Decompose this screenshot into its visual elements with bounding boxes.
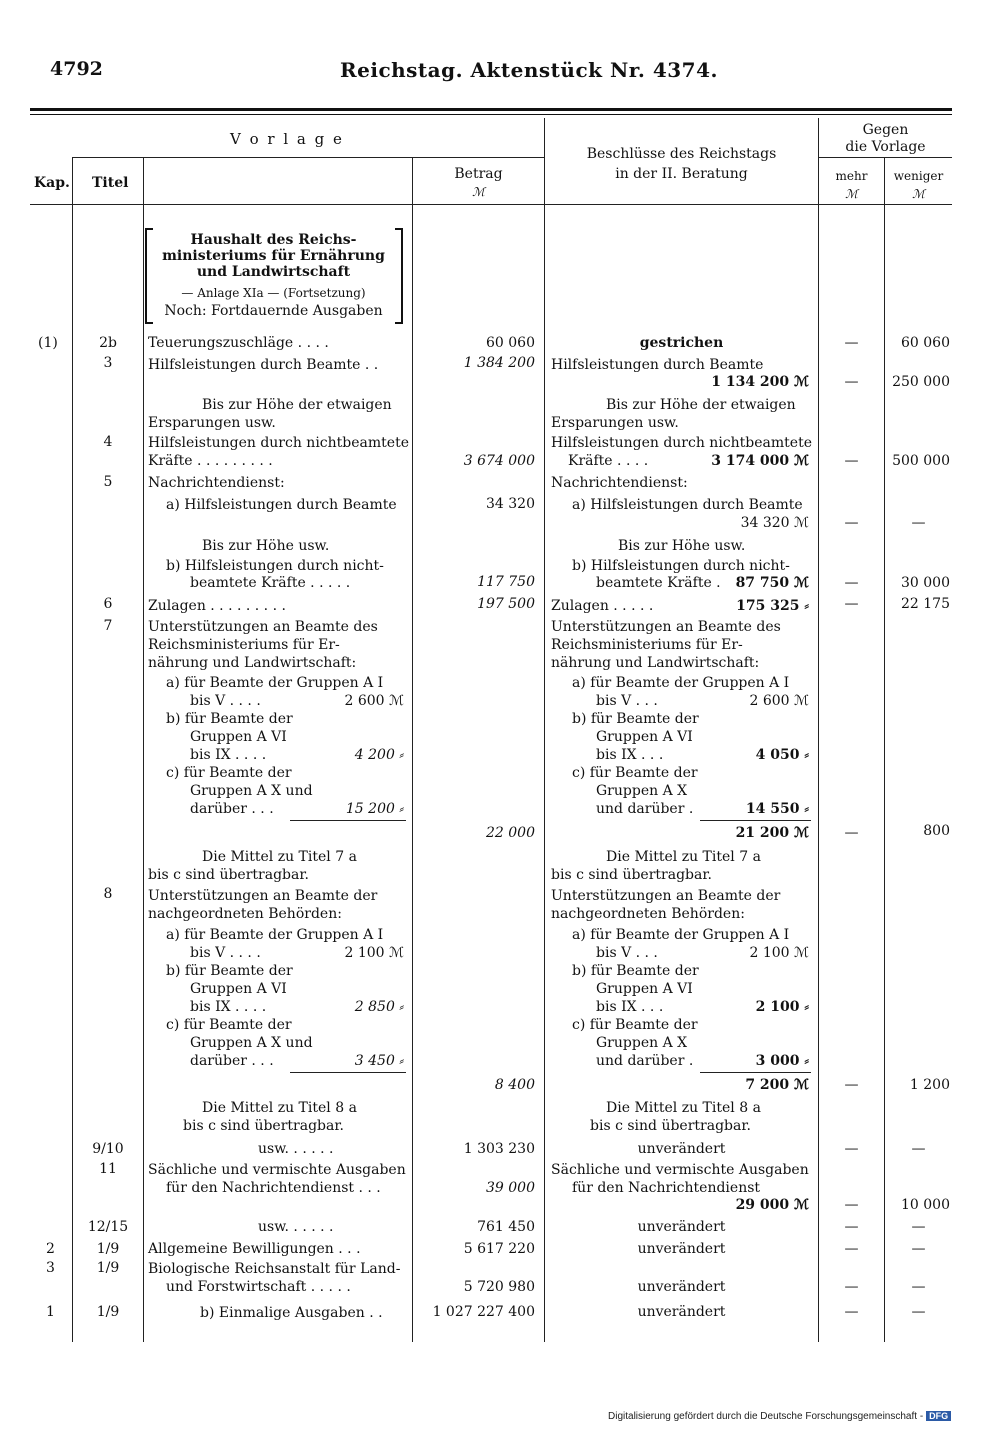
- r3-beschluss-2: Kräfte . . . .: [568, 453, 649, 469]
- r7-a-1: a) für Beamte der Gruppen A I: [166, 927, 384, 943]
- r6-a-1: a) für Beamte der Gruppen A I: [166, 675, 384, 691]
- col-line-titel: [143, 157, 144, 1342]
- r10-mehr: —: [844, 1219, 859, 1235]
- r6-b-1: b) für Beamte der: [166, 711, 293, 727]
- r6-titel: 7: [103, 618, 113, 634]
- header-gegen-2: die Vorlage: [845, 139, 926, 155]
- r6-bs-total: 21 200 ℳ: [735, 825, 809, 841]
- r2-beschluss-2: 1 134 200 ℳ: [711, 374, 809, 390]
- section-title-2: ministeriums für Ernährung: [162, 248, 385, 264]
- r7-bnote-1: Die Mittel zu Titel 8 a: [606, 1100, 761, 1116]
- r12-betrag: 5 720 980: [463, 1279, 535, 1295]
- r3-text-1: Hilfsleistungen durch nichtbeamtete: [148, 435, 409, 451]
- header-betrag-unit: ℳ: [472, 185, 485, 199]
- r4b-text-1: b) Hilfsleistungen durch nicht-: [166, 558, 384, 574]
- r12-text-2: und Forstwirtschaft . . . . .: [166, 1279, 351, 1295]
- r3-titel: 4: [103, 434, 113, 450]
- r13-text: b) Einmalige Ausgaben . .: [200, 1305, 383, 1321]
- section-title-3: und Landwirtschaft: [196, 264, 351, 280]
- r4-beschluss: Nachrichtendienst:: [551, 475, 688, 491]
- footer-credit: [608, 1411, 951, 1422]
- r6-bs-a-2: bis V . . .: [596, 693, 658, 709]
- r11-text: Allgemeine Bewilligungen . . .: [148, 1241, 361, 1257]
- r9-beschluss-1: Sächliche und vermischte Ausgaben: [551, 1162, 809, 1178]
- r3-beschluss-2b: 3 174 000 ℳ: [711, 453, 809, 469]
- r6-c-3v: 15 200 ⸗: [345, 801, 404, 817]
- r12-beschluss: unverändert: [637, 1279, 726, 1295]
- r4-bnote: Bis zur Höhe usw.: [618, 538, 746, 554]
- r11-beschluss: unverändert: [637, 1241, 726, 1257]
- r12-mehr: —: [844, 1279, 859, 1295]
- r4-text: Nachrichtendienst:: [148, 475, 285, 491]
- r7-bs-c-2: Gruppen A X: [596, 1035, 688, 1051]
- r6-c-3: darüber . . .: [190, 801, 274, 817]
- r7-bs-a-1: a) für Beamte der Gruppen A I: [572, 927, 790, 943]
- r4b-betrag: 117 750: [477, 574, 535, 590]
- r4-titel: 5: [103, 474, 113, 490]
- r9-mehr: —: [844, 1197, 859, 1213]
- r4b-beschluss-2b: 87 750 ℳ: [735, 575, 809, 591]
- r5-weniger: 22 175: [901, 596, 950, 612]
- r1-kap: (1): [38, 335, 58, 351]
- r7-bs-b-1: b) für Beamte der: [572, 963, 699, 979]
- r10-betrag: 761 450: [477, 1219, 535, 1235]
- r4a-beschluss-2: 34 320 ℳ: [740, 515, 809, 531]
- r2-text: Hilfsleistungen durch Beamte . .: [148, 357, 379, 373]
- r7-sum-rule: [290, 1072, 406, 1073]
- r5-text: Zulagen . . . . . . . . .: [148, 598, 286, 614]
- r6-a-2v: 2 600 ℳ: [344, 693, 404, 709]
- r8-titel: 9/10: [92, 1141, 124, 1157]
- r6-c-2: Gruppen A X und: [190, 783, 313, 799]
- r11-weniger: —: [911, 1241, 926, 1257]
- r6-mehr: —: [844, 825, 859, 841]
- r6-bs-text-2: Reichsministeriums für Er-: [551, 637, 743, 653]
- r8-weniger: —: [911, 1141, 926, 1157]
- r10-titel: 12/15: [87, 1219, 129, 1235]
- r11-kap: 2: [46, 1241, 55, 1257]
- r1-betrag: 60 060: [486, 335, 535, 351]
- r6-a-2: bis V . . . .: [190, 693, 261, 709]
- r4-note: Bis zur Höhe usw.: [202, 538, 330, 554]
- r7-bnote-2: bis c sind übertragbar.: [590, 1118, 751, 1134]
- header-betrag: Betrag: [454, 166, 503, 182]
- r6-bs-b-2: Gruppen A VI: [596, 729, 693, 745]
- r7-bs-sum-rule: [700, 1072, 811, 1073]
- r9-beschluss-3: 29 000 ℳ: [735, 1197, 809, 1213]
- r4a-mehr: —: [844, 515, 859, 531]
- header-gegen-1: Gegen: [862, 122, 909, 138]
- r7-c-3v: 3 450 ⸗: [354, 1053, 404, 1069]
- r7-c-1: c) für Beamte der: [166, 1017, 292, 1033]
- r8-beschluss: unverändert: [637, 1141, 726, 1157]
- r5-mehr: —: [844, 596, 859, 612]
- r9-text-2: für den Nachrichtendienst . . .: [166, 1180, 381, 1196]
- r6-bs-c-2: Gruppen A X: [596, 783, 688, 799]
- r5-beschluss-b: 175 325 ⸗: [736, 598, 809, 614]
- r7-text-1: Unterstützungen an Beamte der: [148, 888, 378, 904]
- r1-beschluss: gestrichen: [639, 335, 724, 351]
- r2-mehr: —: [844, 374, 859, 390]
- r6-betrag: 22 000: [486, 825, 535, 841]
- section-bracket-right: [395, 228, 403, 324]
- r13-mehr: —: [844, 1304, 859, 1320]
- r6-text-3: nährung und Landwirtschaft:: [148, 655, 357, 671]
- r6-bs-b-1: b) für Beamte der: [572, 711, 699, 727]
- r13-betrag: 1 027 227 400: [432, 1304, 535, 1320]
- r4b-beschluss-2: beamtete Kräfte .: [596, 575, 721, 591]
- page-number: 4792: [50, 58, 103, 80]
- header-beschluesse-2: in der II. Beratung: [615, 166, 748, 182]
- r9-titel: 11: [99, 1161, 117, 1177]
- r2-note-1: Bis zur Höhe der etwaigen: [202, 397, 392, 413]
- r7-bs-b-3v: 2 100 ⸗: [755, 999, 809, 1015]
- r3-text-2: Kräfte . . . . . . . . .: [148, 453, 273, 469]
- r9-text-1: Sächliche und vermischte Ausgaben: [148, 1162, 406, 1178]
- r6-bs-sum-rule: [700, 820, 811, 821]
- r1-titel: 2b: [99, 335, 117, 351]
- r9-betrag: 39 000: [486, 1180, 535, 1196]
- r7-bs-b-3: bis IX . . .: [596, 999, 664, 1015]
- r13-weniger: —: [911, 1304, 926, 1320]
- r1-weniger: 60 060: [901, 335, 950, 351]
- r7-b-2: Gruppen A VI: [190, 981, 287, 997]
- r6-sum-rule: [290, 820, 406, 821]
- r5-titel: 6: [103, 596, 113, 612]
- r2-titel: 3: [103, 355, 113, 371]
- r11-mehr: —: [844, 1241, 859, 1257]
- r2-bnote-1: Bis zur Höhe der etwaigen: [606, 397, 796, 413]
- r6-bs-c-3v: 14 550 ⸗: [745, 801, 809, 817]
- r9-beschluss-2: für den Nachrichtendienst: [572, 1180, 761, 1196]
- r6-bs-text-1: Unterstützungen an Beamte des: [551, 619, 781, 635]
- r1-text: Teuerungszuschläge . . . .: [148, 335, 329, 351]
- r6-bs-b-3v: 4 050 ⸗: [755, 747, 809, 763]
- r7-bs-c-1: c) für Beamte der: [572, 1017, 698, 1033]
- r11-titel: 1/9: [96, 1241, 120, 1257]
- header-mehr-unit: ℳ: [845, 187, 858, 201]
- r7-bs-text-1: Unterstützungen an Beamte der: [551, 888, 781, 904]
- header-rule-thin: [30, 114, 952, 115]
- section-subtitle: Noch: Fortdauernde Ausgaben: [164, 303, 383, 319]
- r7-text-2: nachgeordneten Behörden:: [148, 906, 342, 922]
- r7-betrag: 8 400: [494, 1077, 535, 1093]
- r7-c-3: darüber . . .: [190, 1053, 274, 1069]
- r6-bs-c-1: c) für Beamte der: [572, 765, 698, 781]
- r6-text-2: Reichsministeriums für Er-: [148, 637, 340, 653]
- r6-b-3: bis IX . . . .: [190, 747, 267, 763]
- r7-bs-total: 7 200 ℳ: [745, 1077, 809, 1093]
- r4a-beschluss-1: a) Hilfsleistungen durch Beamte: [572, 497, 803, 513]
- r13-kap: 1: [46, 1304, 55, 1320]
- r3-betrag: 3 674 000: [463, 453, 535, 469]
- r6-bs-a-2v: 2 600 ℳ: [749, 693, 809, 709]
- r6-text-1: Unterstützungen an Beamte des: [148, 619, 378, 635]
- r12-text-1: Biologische Reichsanstalt für Land-: [148, 1261, 401, 1277]
- r10-beschluss: unverändert: [637, 1219, 726, 1235]
- r7-note-2: bis c sind übertragbar.: [183, 1118, 344, 1134]
- r2-bnote-2: Ersparungen usw.: [551, 415, 679, 431]
- page-title: Reichstag. Aktenstück Nr. 4374.: [340, 58, 718, 82]
- r6-bs-b-3: bis IX . . .: [596, 747, 664, 763]
- r6-bs-a-1: a) für Beamte der Gruppen A I: [572, 675, 790, 691]
- r7-bs-c-3v: 3 000 ⸗: [755, 1053, 809, 1069]
- r6-b-3v: 4 200 ⸗: [354, 747, 404, 763]
- r3-weniger: 500 000: [892, 453, 950, 469]
- section-annex: — Anlage XIa — (Fortsetzung): [181, 286, 366, 300]
- r1-mehr: —: [844, 335, 859, 351]
- r8-text: usw. . . . . .: [258, 1141, 334, 1157]
- r12-weniger: —: [911, 1279, 926, 1295]
- r6-weniger: 800: [923, 823, 950, 839]
- r7-titel: 8: [103, 886, 113, 902]
- r8-mehr: —: [844, 1141, 859, 1157]
- r2-beschluss-1: Hilfsleistungen durch Beamte: [551, 357, 764, 373]
- r7-bs-text-2: nachgeordneten Behörden:: [551, 906, 745, 922]
- r7-c-2: Gruppen A X und: [190, 1035, 313, 1051]
- r4b-mehr: —: [844, 575, 859, 591]
- r6-c-1: c) für Beamte der: [166, 765, 292, 781]
- r6-bs-text-3: nährung und Landwirtschaft:: [551, 655, 760, 671]
- r4b-beschluss-1: b) Hilfsleistungen durch nicht-: [572, 558, 790, 574]
- r4b-text-2: beamtete Kräfte . . . . .: [190, 575, 351, 591]
- dfg-logo: DFG: [926, 1411, 951, 1421]
- r8-betrag: 1 303 230: [463, 1141, 535, 1157]
- gegen-rule: [818, 157, 952, 158]
- r6-bnote-1: Die Mittel zu Titel 7 a: [606, 849, 761, 865]
- header-titel: Titel: [92, 175, 129, 191]
- r6-bs-c-3: und darüber .: [596, 801, 694, 817]
- r7-b-1: b) für Beamte der: [166, 963, 293, 979]
- r3-mehr: —: [844, 453, 859, 469]
- r7-a-2: bis V . . . .: [190, 945, 261, 961]
- r2-note-2: Ersparungen usw.: [148, 415, 276, 431]
- r7-bs-b-2: Gruppen A VI: [596, 981, 693, 997]
- r4a-weniger: —: [911, 515, 926, 531]
- r7-mehr: —: [844, 1077, 859, 1093]
- footer-text: Digitalisierung gefördert durch die Deutsche Forschungsgemeinschaft -: [608, 1411, 924, 1422]
- r2-weniger: 250 000: [892, 374, 950, 390]
- r6-bnote-2: bis c sind übertragbar.: [551, 867, 712, 883]
- r11-betrag: 5 617 220: [463, 1241, 535, 1257]
- r7-bs-a-2: bis V . . .: [596, 945, 658, 961]
- r5-beschluss: Zulagen . . . . .: [551, 598, 654, 614]
- header-weniger: weniger: [893, 169, 944, 183]
- r3-beschluss-1: Hilfsleistungen durch nichtbeamtete: [551, 435, 812, 451]
- r6-note-1: Die Mittel zu Titel 7 a: [202, 849, 357, 865]
- header-kap: Kap.: [34, 175, 70, 191]
- r4b-weniger: 30 000: [901, 575, 950, 591]
- r4a-betrag: 34 320: [486, 496, 535, 512]
- table-header-rule: [30, 204, 952, 205]
- header-rule-thick: [30, 108, 952, 111]
- r10-weniger: —: [911, 1219, 926, 1235]
- r6-note-2: bis c sind übertragbar.: [148, 867, 309, 883]
- header-mehr: mehr: [835, 169, 868, 183]
- r12-titel: 1/9: [96, 1260, 120, 1276]
- r10-text: usw. . . . . .: [258, 1219, 334, 1235]
- r7-b-3: bis IX . . . .: [190, 999, 267, 1015]
- r13-beschluss: unverändert: [637, 1304, 726, 1320]
- r6-b-2: Gruppen A VI: [190, 729, 287, 745]
- header-weniger-unit: ℳ: [912, 187, 925, 201]
- header-beschluesse-1: Beschlüsse des Reichstags: [586, 146, 777, 162]
- header-vorlage: V o r l a g e: [230, 130, 344, 148]
- r13-titel: 1/9: [96, 1304, 120, 1320]
- r2-betrag: 1 384 200: [463, 355, 535, 371]
- r7-bs-a-2v: 2 100 ℳ: [749, 945, 809, 961]
- section-title-1: Haushalt des Reichs-: [190, 232, 357, 248]
- r7-bs-c-3: und darüber .: [596, 1053, 694, 1069]
- r7-note-1: Die Mittel zu Titel 8 a: [202, 1100, 357, 1116]
- r9-weniger: 10 000: [901, 1197, 950, 1213]
- r7-b-3v: 2 850 ⸗: [354, 999, 404, 1015]
- r7-weniger: 1 200: [909, 1077, 950, 1093]
- r4a-text: a) Hilfsleistungen durch Beamte: [166, 497, 397, 513]
- r5-betrag: 197 500: [477, 596, 535, 612]
- r7-a-2v: 2 100 ℳ: [344, 945, 404, 961]
- r12-kap: 3: [46, 1260, 55, 1276]
